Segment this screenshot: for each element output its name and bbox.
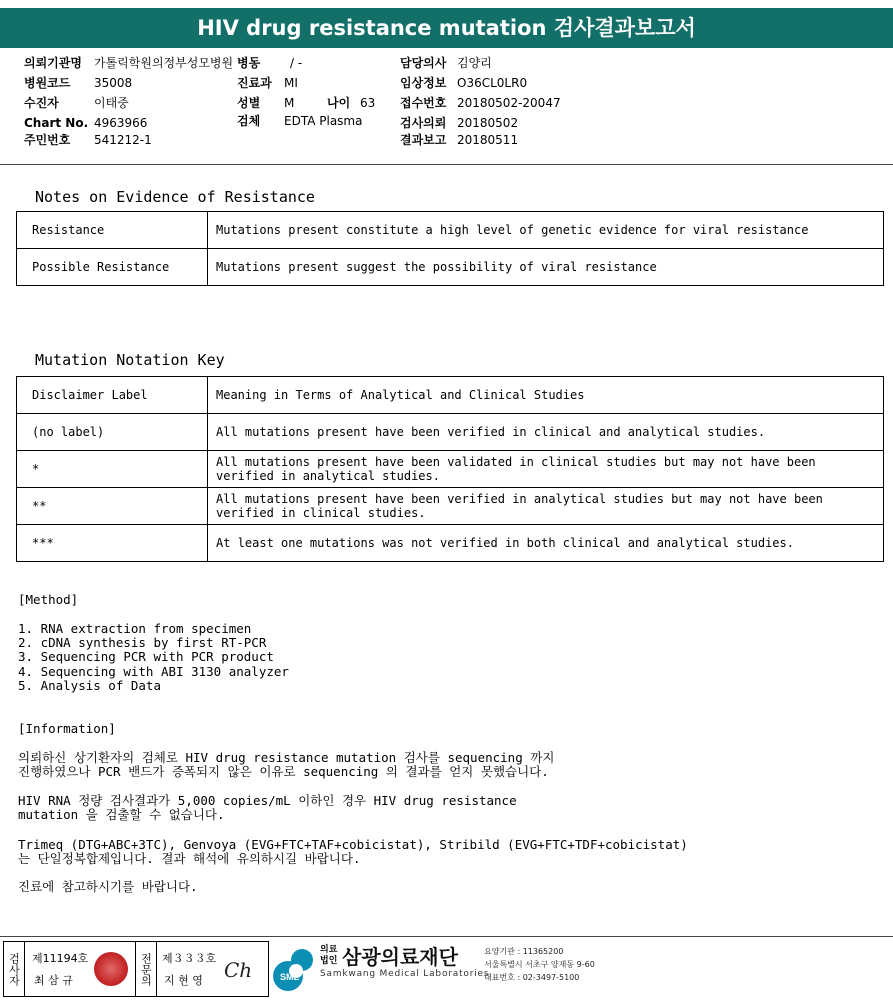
information-text: 진료에 참고하시기를 바랍니다.	[18, 879, 198, 894]
method-step: 1. RNA extraction from specimen	[18, 621, 252, 636]
notation-label: **	[17, 488, 208, 525]
specimen-value: EDTA Plasma	[284, 114, 363, 128]
notation-row	[17, 525, 884, 562]
notation-row	[17, 488, 884, 525]
notation-desc: All mutations present have been verified in clinical and analytical studies.	[208, 414, 884, 451]
information-text: 의뢰하신 상기환자의 검체로 HIV drug resistance mutation 검사를 sequencing 까지	[18, 750, 555, 765]
report-date-value: 20180511	[457, 133, 519, 147]
logo-corp: 의료	[320, 945, 338, 955]
notation-row	[17, 414, 884, 451]
doctor-label: 담당의사	[400, 56, 447, 70]
notation-label: *	[17, 451, 208, 488]
examiner-license: 제11194호	[32, 952, 89, 965]
examiner-name: 최 삼 규	[34, 974, 73, 987]
evidence-row	[17, 249, 884, 286]
specialist-name: 지 현 영	[164, 974, 203, 987]
report-title: HIV drug resistance mutation 검사결과보고서	[0, 8, 893, 48]
chart-value: 4963966	[94, 116, 148, 130]
recipient-value: 이태중	[94, 96, 129, 110]
notation-header-desc: Meaning in Terms of Analytical and Clinical Studies	[208, 377, 884, 414]
receipt-no-value: 20180502-20047	[457, 96, 561, 110]
notation-table	[16, 376, 884, 562]
signature-box	[3, 941, 269, 997]
request-value: 20180502	[457, 116, 519, 130]
information-text: 진행하였으나 PCR 밴드가 증폭되지 않은 이유로 sequencing 의 결과를 얻지 못했습니다.	[18, 764, 549, 779]
method-step: 4. Sequencing with ABI 3130 analyzer	[18, 664, 289, 679]
notation-section-title: Mutation Notation Key	[35, 351, 225, 369]
notation-header-row	[17, 377, 884, 414]
institution-label: 의뢰기관명	[24, 56, 82, 70]
notation-desc: All mutations present have been verified in analytical studies but may not have been verified in clinical studies.	[208, 488, 884, 525]
logo-badge-text: SML	[280, 972, 299, 982]
information-text: Trimeq (DTG+ABC+3TC), Genvoya (EVG+FTC+TAF+cobicistat), Stribild (EVG+FTC+TDF+cobicistat)	[18, 837, 688, 852]
examiner-label: 검사자	[4, 942, 25, 996]
sex-value: M	[284, 96, 295, 110]
notation-label: (no label)	[17, 414, 208, 451]
method-heading: [Method]	[18, 592, 79, 607]
notation-desc: All mutations present have been validated in clinical studies but may not have been verified in analytical studies.	[208, 451, 884, 488]
notation-desc: At least one mutations was not verified in both clinical and analytical studies.	[208, 525, 884, 562]
information-text: HIV RNA 정량 검사결과가 5,000 copies/mL 이하인 경우 HIV drug resistance	[18, 793, 517, 808]
institution-value: 가톨릭학원의정부성모병원	[94, 56, 234, 70]
information-text: mutation 을 검출할 수 없습니다.	[18, 807, 225, 822]
recipient-label: 수진자	[24, 96, 59, 110]
evidence-desc: Mutations present constitute a high level of genetic evidence for viral resistance	[208, 212, 884, 249]
logo-emblem-icon	[272, 944, 316, 994]
request-label: 검사의뢰	[400, 116, 447, 130]
receipt-no-label: 접수번호	[400, 96, 447, 110]
evidence-label: Resistance	[17, 212, 208, 249]
evidence-row	[17, 212, 884, 249]
seal-stamp	[94, 952, 128, 986]
notation-row	[17, 451, 884, 488]
hospital-code-value: 35008	[94, 76, 133, 90]
notation-label: ***	[17, 525, 208, 562]
header-divider	[0, 164, 893, 165]
report-date-label: 결과보고	[400, 133, 447, 147]
ward-value: / -	[290, 56, 303, 70]
logo-english: Samkwang Medical Laboratories	[320, 969, 490, 979]
method-step: 3. Sequencing PCR with PCR product	[18, 649, 274, 664]
hospital-code-label: 병원코드	[24, 76, 71, 90]
specialist-license: 제３３３호	[162, 952, 217, 965]
id-value: 541212-1	[94, 133, 152, 147]
logo-name: 삼광의료재단	[342, 945, 458, 969]
specialist-label: 전문의	[135, 942, 157, 996]
age-label: 나이	[327, 96, 351, 110]
information-heading: [Information]	[18, 721, 116, 736]
ward-label: 병동	[237, 56, 261, 70]
chart-label: Chart No.	[24, 116, 89, 130]
method-step: 2. cDNA synthesis by first RT-PCR	[18, 635, 267, 650]
sex-label: 성별	[237, 96, 261, 110]
lab-contact: 요양기관 : 11365200 서울특별시 서초구 양재동 9-60 대표번호 : 02-3497-5100	[484, 947, 595, 982]
id-label: 주민번호	[24, 133, 71, 147]
method-step: 5. Analysis of Data	[18, 678, 161, 693]
evidence-table	[16, 211, 884, 286]
dept-value: MI	[284, 76, 298, 90]
evidence-section-title: Notes on Evidence of Resistance	[35, 188, 315, 206]
dept-label: 진료과	[237, 76, 272, 90]
clinical-info-value: O36CL0LR0	[457, 76, 528, 90]
notation-header-label: Disclaimer Label	[17, 377, 208, 414]
signature: Ch	[224, 958, 253, 982]
clinical-info-label: 임상정보	[400, 76, 447, 90]
age-value: 63	[360, 96, 376, 110]
evidence-label: Possible Resistance	[17, 249, 208, 286]
evidence-desc: Mutations present suggest the possibility of viral resistance	[208, 249, 884, 286]
footer-divider	[0, 936, 893, 937]
doctor-value: 김양리	[457, 56, 492, 70]
information-text: 는 단일정복합제입니다. 결과 해석에 유의하시길 바랍니다.	[18, 851, 361, 866]
lab-logo: SML 의료 법인 삼광의료재단 Samkwang Medical Laboratories 요양기관 : 11365200 서울특별시 서초구 양재동 9-60 대표번호 : 02-3497-5100	[272, 940, 592, 998]
specimen-label: 검체	[237, 114, 261, 128]
